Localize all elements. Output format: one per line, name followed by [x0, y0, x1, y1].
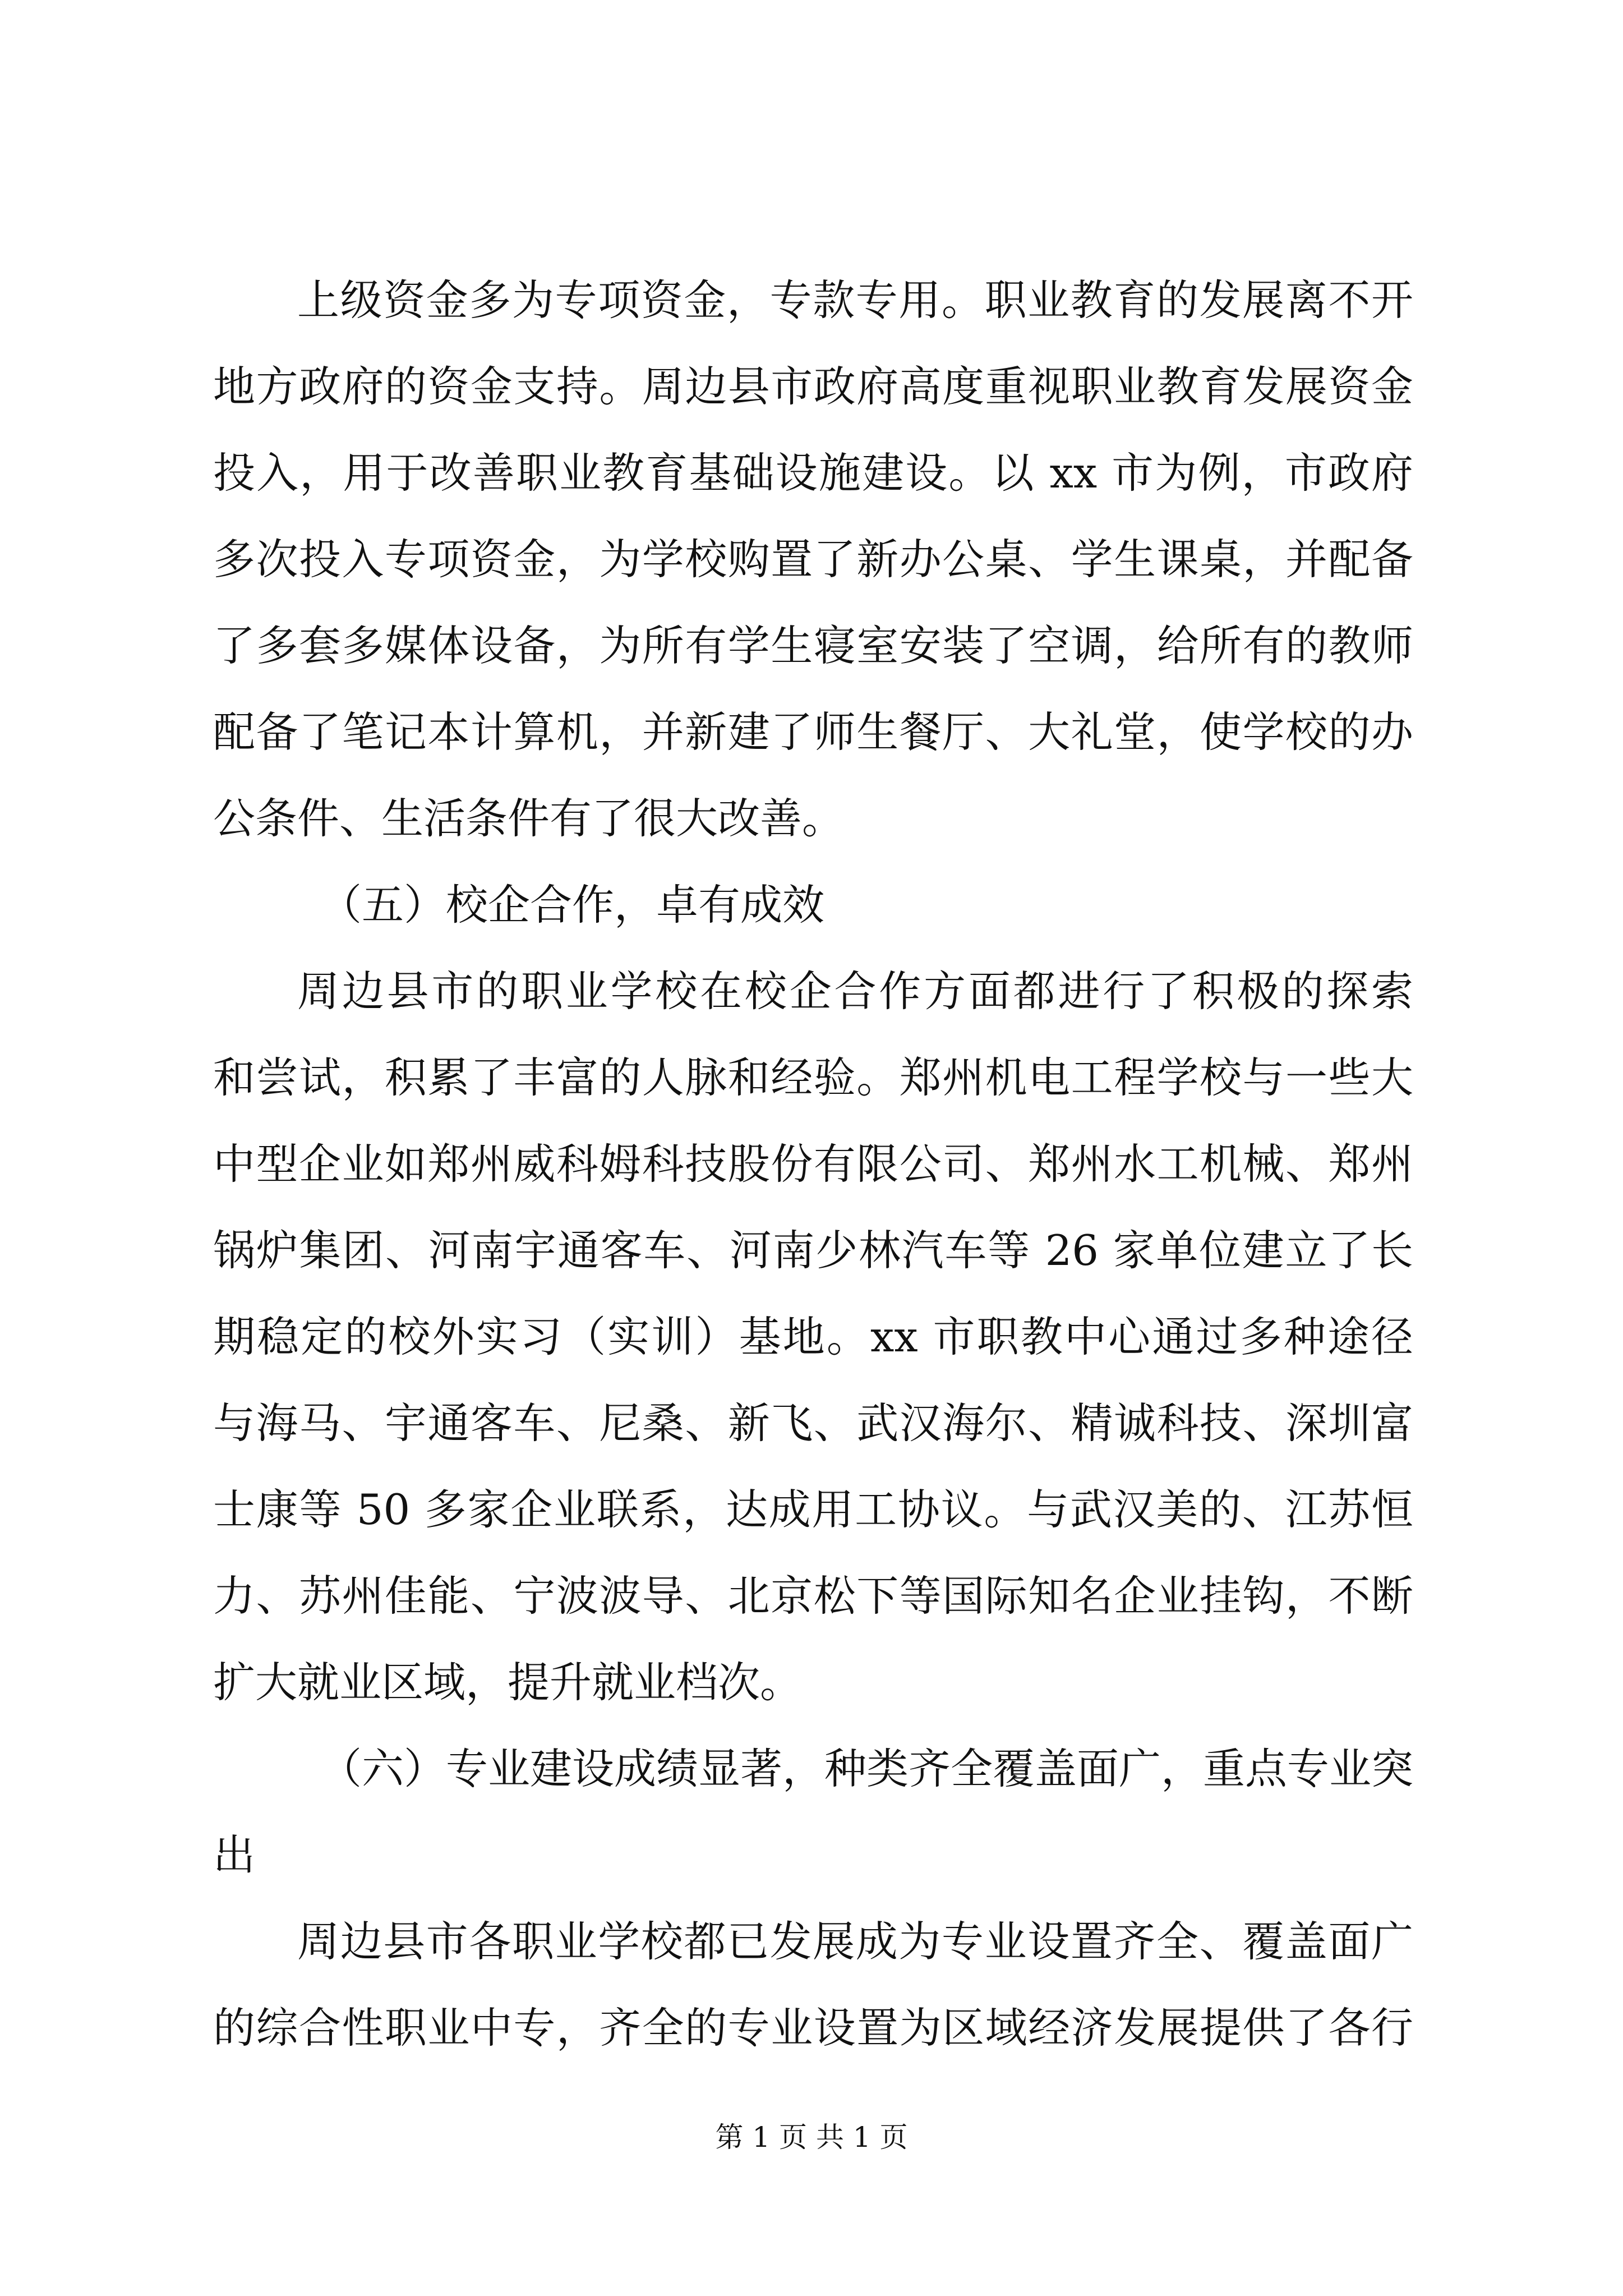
paragraph-line: 力、苏州佳能、宁波波导、北京松下等国际知名企业挂钩，不断	[213, 1571, 1413, 1621]
paragraph-line: 周边县市的职业学校在校企合作方面都进行了积极的探索	[297, 967, 1413, 1016]
paragraph-line: 士康等 50 多家企业联系，达成用工协议。与武汉美的、江苏恒	[213, 1485, 1413, 1534]
paragraph-line: 期稳定的校外实习（实训）基地。xx 市职教中心通过多种途径	[213, 1312, 1413, 1361]
section-heading: （六）专业建设成绩显著，种类齐全覆盖面广，重点专业突	[320, 1744, 1414, 1793]
paragraph-line: 的综合性职业中专，齐全的专业设置为区域经济发展提供了各行	[213, 2003, 1413, 2053]
paragraph-line: 中型企业如郑州威科姆科技股份有限公司、郑州水工机械、郑州	[213, 1139, 1413, 1189]
paragraph-line: 上级资金多为专项资金，专款专用。职业教育的发展离不开	[297, 275, 1413, 325]
section-heading: 出	[213, 1830, 256, 1880]
paragraph-line: 和尝试，积累了丰富的人脉和经验。郑州机电工程学校与一些大	[213, 1053, 1413, 1102]
document-body	[213, 257, 1413, 2071]
paragraph-line: 配备了笔记本计算机，并新建了师生餐厅、大礼堂，使学校的办	[213, 707, 1413, 757]
paragraph-line: 锅炉集团、河南宇通客车、河南少林汽车等 26 家单位建立了长	[213, 1226, 1413, 1275]
section-heading: （五）校企合作，卓有成效	[320, 880, 825, 930]
paragraph-line: 投入，用于改善职业教育基础设施建设。以 xx 市为例，市政府	[213, 448, 1413, 498]
paragraph-line: 与海马、宇通客车、尼桑、新飞、武汉海尔、精诚科技、深圳富	[213, 1398, 1413, 1448]
paragraph-line: 周边县市各职业学校都已发展成为专业设置齐全、覆盖面广	[297, 1917, 1413, 1966]
page-footer: 第 1 页 共 1 页	[715, 2121, 908, 2154]
paragraph-line: 扩大就业区域，提升就业档次。	[213, 1658, 803, 1707]
paragraph-line: 公条件、生活条件有了很大改善。	[213, 794, 845, 843]
paragraph-line: 地方政府的资金支持。周边县市政府高度重视职业教育发展资金	[213, 362, 1413, 411]
paragraph-line: 了多套多媒体设备，为所有学生寝室安装了空调，给所有的教师	[213, 621, 1413, 670]
paragraph-line: 多次投入专项资金，为学校购置了新办公桌、学生课桌，并配备	[213, 535, 1413, 584]
